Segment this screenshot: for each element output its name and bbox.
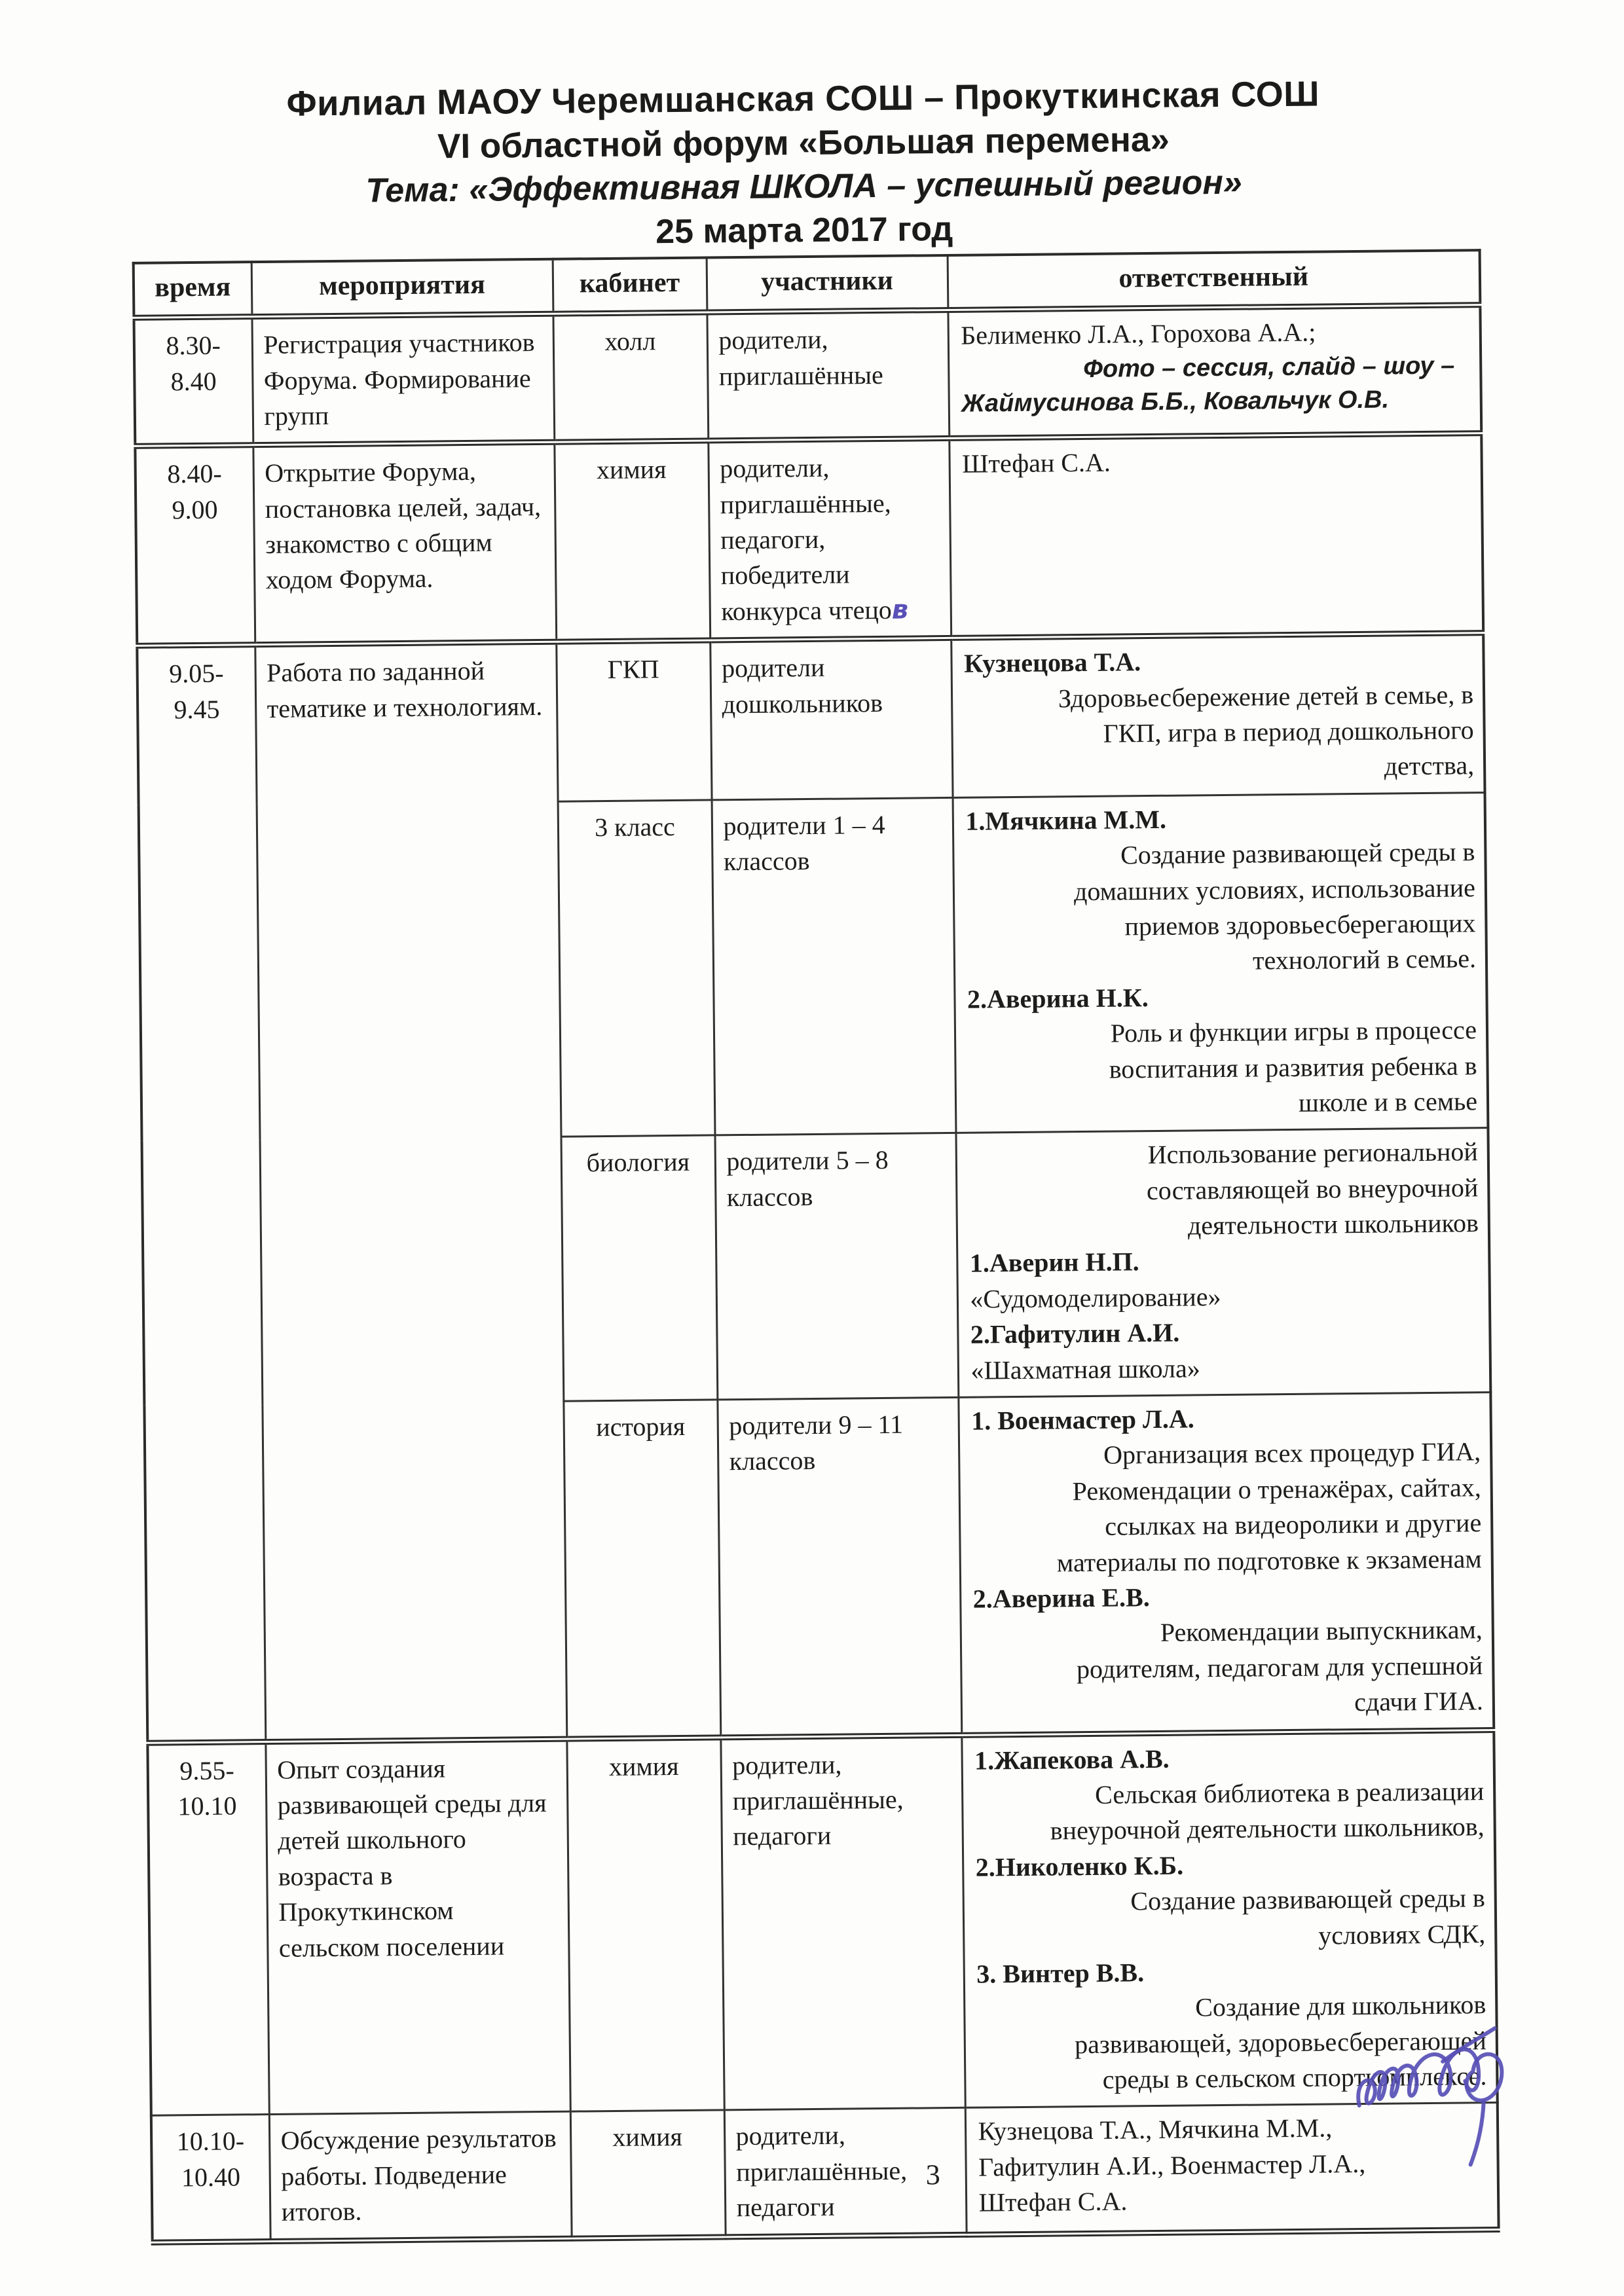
time-from: 8.40-	[167, 458, 222, 489]
responsible-names: Белименко Л.А., Горохова А.А.;	[961, 317, 1316, 350]
responsible-cell	[955, 1128, 1490, 1398]
topic-description: Создание развивающей среды в условиях СДК,	[1130, 1883, 1486, 1950]
col-header-room: кабинет	[553, 257, 707, 314]
time-from: 9.55-	[179, 1755, 234, 1785]
col-header-participants: участники	[707, 255, 948, 312]
speaker-name: 2.Аверина Е.В.	[972, 1582, 1150, 1614]
topic-description: Сельская библиотека в реализации внеурочной деятельности школьников,	[1050, 1776, 1485, 1846]
table-row-registration	[134, 305, 1481, 446]
speaker-name: 1. Военмастер Л.А.	[970, 1404, 1194, 1436]
event-cell: Регистрация участников Форума. Формирование групп	[251, 314, 554, 445]
participants-cell: родители, приглашённые, педагоги	[720, 1735, 965, 2110]
time-from: 9.05-	[169, 658, 224, 689]
topic-description: Создание для школьников развивающей, здоровьесберегающей среды в сельском спорткомплексе.	[1074, 1990, 1487, 2094]
room-cell: химия	[566, 1737, 724, 2111]
speaker-name: 2.Аверина Н.К.	[967, 982, 1149, 1014]
time-cell	[137, 645, 265, 1743]
room-cell: биология	[561, 1135, 718, 1401]
responsible-cell	[951, 633, 1485, 797]
speaker-name: 1.Аверин Н.П.	[969, 1247, 1139, 1279]
page-number: 3	[925, 2159, 940, 2191]
participants-cell: родители дошкольников	[710, 638, 952, 800]
room-cell: ГКП	[556, 640, 711, 801]
time-cell	[147, 1741, 268, 2116]
speaker-name: 1.Жапекова А.В.	[974, 1743, 1170, 1776]
responsible-names: Штефан С.А.	[961, 447, 1111, 479]
topic-description: Рекомендации выпускникам, родителям, педагогам для успешной сдачи ГИА.	[1076, 1614, 1484, 1717]
participants-cell: родители 1 – 4 классов	[712, 797, 956, 1135]
participants-cell: родители, приглашённые	[707, 310, 949, 441]
document-title-line3: Тема: «Эффективная ШКОЛА – успешный регион»	[365, 163, 1243, 210]
responsible-cell	[949, 433, 1483, 638]
time-cell	[134, 317, 253, 446]
club-name: «Шахматная школа»	[970, 1353, 1200, 1385]
schedule-table	[132, 249, 1500, 2245]
table-row-opening	[135, 433, 1483, 646]
participants-cell: родители, приглашённые, педагоги	[724, 2108, 967, 2237]
speaker-name: 1.Мячкина М.М.	[965, 804, 1167, 836]
time-to: 9.45	[174, 694, 220, 724]
table-row-thematic-gkp	[137, 633, 1485, 805]
responsible-cell	[953, 792, 1488, 1133]
participants-cell	[708, 439, 951, 640]
time-from: 8.30-	[166, 330, 221, 361]
event-cell: Открытие Форума, постановка целей, задач, знакомство с общим ходом Форума.	[253, 443, 556, 645]
document-header	[46, 70, 1561, 260]
room-cell: 3 класс	[558, 800, 715, 1137]
col-header-time: время	[134, 262, 252, 318]
col-header-event: мероприятия	[251, 259, 553, 317]
signature	[1342, 2008, 1540, 2174]
event-cell: Опыт создания развивающей среды для детей школьного возраста в Прокуткинском сельском поселении	[265, 1739, 570, 2115]
handwritten-letter: в	[891, 594, 909, 625]
time-from: 10.10-	[176, 2126, 245, 2157]
document-date: 25 марта 2017 год	[655, 210, 953, 251]
participants-text: родители, приглашённые, педагоги, победители конкурса чтецо	[720, 452, 892, 627]
document-title-line2: VI областной форум «Большая перемена»	[437, 120, 1170, 166]
speaker-name: Кузнецова Т.А.	[963, 647, 1141, 678]
topic-description: Создание развивающей среды в домашних условиях, использование приемов здоровьесберегающих технологий в семье.	[1073, 837, 1477, 975]
event-cell: Работа по заданной тематике и технологиям.	[255, 642, 566, 1741]
room-cell: химия	[570, 2110, 726, 2238]
speaker-name: 2.Гафитулин А.И.	[970, 1317, 1180, 1349]
participants-cell: родители 5 – 8 классов	[714, 1133, 958, 1400]
time-to: 10.10	[177, 1791, 237, 1821]
time-to: 10.40	[181, 2162, 241, 2193]
participants-cell: родители 9 – 11 классов	[717, 1397, 961, 1737]
responsible-names: Кузнецова Т.А., Мячкина М.М., Гафитулин А.И., Военмастер Л.А., Штефан С.А.	[978, 2113, 1366, 2217]
table-row-environment	[147, 1730, 1497, 2116]
room-cell: химия	[554, 441, 710, 642]
responsible-cell	[958, 1393, 1494, 1735]
responsible-cell	[948, 305, 1481, 439]
time-cell	[135, 445, 255, 646]
time-to: 9.00	[172, 494, 218, 525]
club-name: «Судомоделирование»	[970, 1281, 1221, 1314]
time-to: 8.40	[170, 366, 217, 396]
speaker-name: 3. Винтер В.В.	[976, 1958, 1145, 1989]
event-cell: Обсуждение результатов работы. Подведение итогов.	[269, 2112, 572, 2242]
room-cell: холл	[553, 312, 708, 442]
room-cell: история	[563, 1400, 720, 1739]
speaker-name: 2.Николенко К.Б.	[975, 1850, 1184, 1882]
photo-session-note-line1: Фото – сессия, слайд – шоу –	[1082, 352, 1455, 383]
topic-description: Здоровьесбережение детей в семье, в ГКП, игра в период дошкольного детства,	[1058, 679, 1475, 781]
col-header-responsible: ответственный	[948, 250, 1481, 310]
topic-description: Организация всех процедур ГИА, Рекомендации о тренажёрах, сайтах, ссылках на видеоролики и другие материалы по подготовке к экзаменам	[1056, 1436, 1482, 1578]
photo-session-note-line2: Жаймусинова Б.Б., Ковальчук О.В.	[961, 386, 1390, 418]
document-title-line1: Филиал МАОУ Черемшанская СОШ – Прокуткинская СОШ	[286, 74, 1320, 124]
topic-description: Роль и функции игры в процессе воспитания и развития ребенка в школе и в семье	[1109, 1015, 1478, 1118]
topic-description: Использование региональной составляющей во внеурочной деятельности школьников	[1146, 1137, 1479, 1241]
